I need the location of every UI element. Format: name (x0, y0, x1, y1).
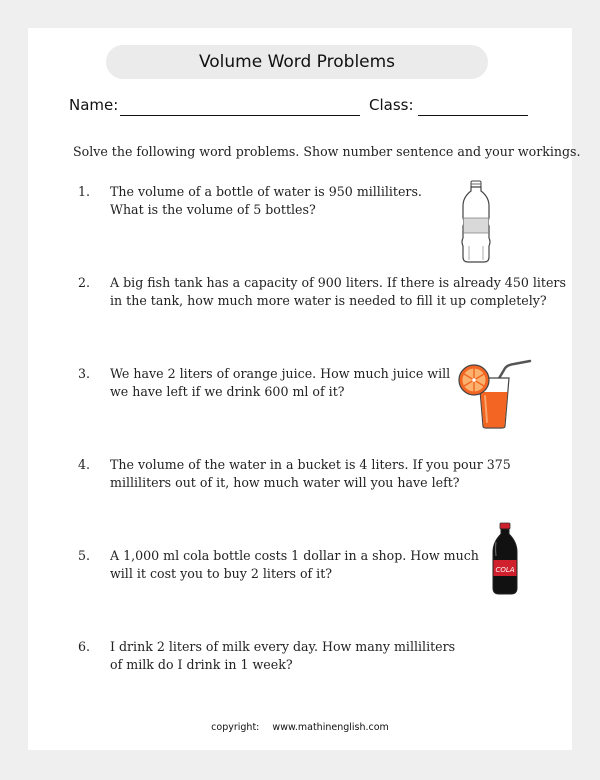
question-line: in the tank, how much more water is needed to fill it up completely? (110, 293, 547, 308)
question-line: The volume of a bottle of water is 950 milliliters. (110, 184, 422, 199)
question-number: 6. (78, 639, 91, 654)
worksheet-page (28, 28, 581, 750)
class-answer-line[interactable] (418, 115, 528, 116)
name-class-row (69, 96, 531, 120)
question-line: What is the volume of 5 bottles? (110, 202, 316, 217)
question-line: will it cost you to buy 2 liters of it? (110, 566, 333, 581)
question-line: We have 2 liters of orange juice. How much juice will (110, 366, 451, 381)
question-number: 1. (78, 184, 91, 199)
question-line: A 1,000 ml cola bottle costs 1 dollar in a shop. How much (110, 548, 479, 563)
question-number: 3. (78, 366, 91, 381)
cola-bottle-icon (490, 522, 520, 596)
question-number: 5. (78, 548, 91, 563)
question-line: we have left if we drink 600 ml of it? (110, 384, 345, 399)
name-label: Name: (69, 96, 119, 114)
website-link[interactable]: www.mathinenglish.com (272, 722, 389, 733)
question-line: of milk do I drink in 1 week? (110, 657, 293, 672)
question-text (110, 456, 511, 492)
class-label: Class: (369, 96, 414, 114)
question-line: The volume of the water in a bucket is 4 liters. If you pour 375 (110, 457, 511, 472)
question-line: A big fish tank has a capacity of 900 liters. If there is already 450 liters (110, 275, 566, 290)
water-bottle-icon (458, 180, 494, 264)
question-number: 4. (78, 457, 91, 472)
copyright-label: copyright: (211, 722, 260, 733)
orange-juice-icon (454, 358, 532, 430)
question-line: milliliters out of it, how much water will you have left? (110, 475, 460, 490)
instructions: Solve the following word problems. Show number sentence and your workings. (73, 144, 581, 159)
question-text (110, 365, 450, 401)
question-number: 2. (78, 275, 91, 290)
footer (28, 722, 572, 733)
name-answer-line[interactable] (120, 115, 360, 116)
question-line: I drink 2 liters of milk every day. How many milliliters (110, 639, 456, 654)
question-text (110, 183, 422, 219)
cola-label-text: COLA (495, 566, 515, 574)
question-text (110, 274, 566, 310)
question-text (110, 547, 479, 583)
page-title: Volume Word Problems (106, 45, 488, 79)
question-text (110, 638, 455, 674)
